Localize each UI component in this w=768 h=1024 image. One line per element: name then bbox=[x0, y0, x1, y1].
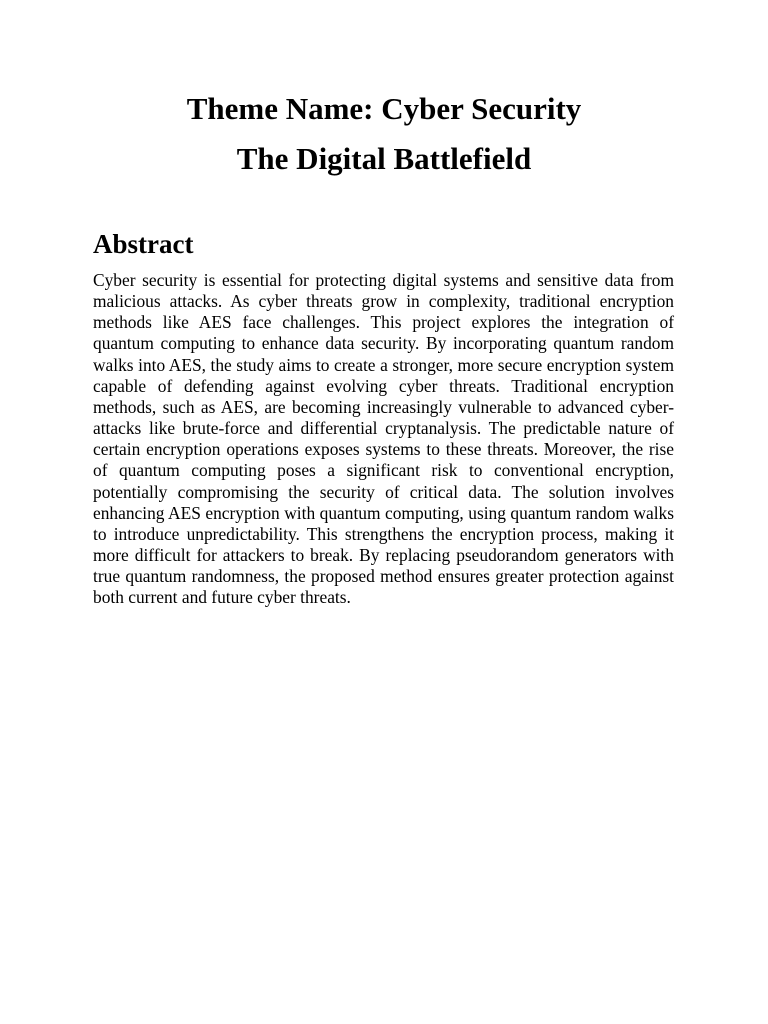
title-block bbox=[0, 84, 768, 184]
abstract-paragraph: Cyber security is essential for protecting digital systems and sensitive data from malicious attacks. As cyber threats grow in complexity, traditional encryption methods like AES face challenges. This project explores the integration of quantum computing to enhance data security. By incorporating quantum random walks into AES, the study aims to create a stronger, more secure encryption system capable of defending against evolving cyber threats. Traditional encryption methods, such as AES, are becoming increasingly vulnerable to advanced cyber-attacks like brute-force and differential cryptanalysis. The predictable nature of certain encryption operations exposes systems to these threats. Moreover, the rise of quantum computing poses a significant risk to conventional encryption, potentially compromising the security of critical data. The solution involves enhancing AES encryption with quantum computing, using quantum random walks to introduce unpredictability. This strengthens the encryption process, making it more difficult for attackers to break. By replacing pseudorandom generators with true quantum randomness, the proposed method ensures greater protection against both current and future cyber threats. bbox=[93, 270, 674, 608]
abstract-heading: Abstract bbox=[93, 229, 194, 259]
theme-title: Theme Name: Cyber Security bbox=[186, 91, 582, 126]
document-subtitle: The Digital Battlefield bbox=[236, 141, 532, 176]
